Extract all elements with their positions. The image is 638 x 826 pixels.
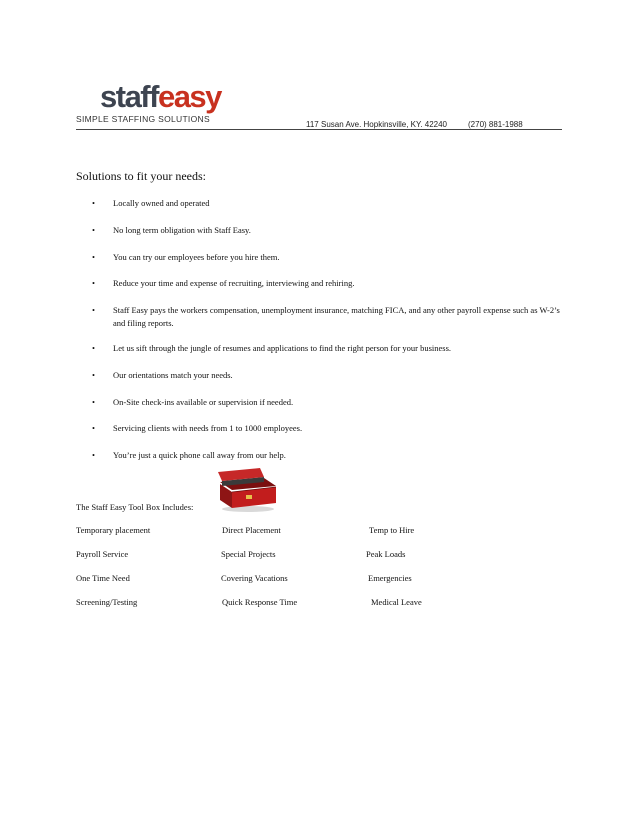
toolbox-item: One Time Need xyxy=(76,573,130,583)
bullet-item: Let us sift through the jungle of resumes and applications to find the right person for your business. xyxy=(113,343,452,353)
bullet-marker: • xyxy=(92,198,95,208)
bullet-marker: • xyxy=(92,423,95,433)
company-phone: (270) 881-1988 xyxy=(468,120,523,129)
bullet-marker: • xyxy=(92,370,95,380)
toolbox-item: Emergencies xyxy=(368,573,412,583)
toolbox-label: The Staff Easy Tool Box Includes: xyxy=(76,502,194,512)
bullet-item: You can try our employees before you hire them. xyxy=(113,252,280,262)
toolbox-icon xyxy=(216,468,278,512)
toolbox-item: Temp to Hire xyxy=(369,525,415,535)
bullet-marker: • xyxy=(92,397,95,407)
bullet-marker: • xyxy=(92,225,95,235)
logo-tagline: SIMPLE STAFFING SOLUTIONS xyxy=(76,114,210,124)
toolbox-item: Covering Vacations xyxy=(221,573,288,583)
bullet-item: Our orientations match your needs. xyxy=(113,370,233,380)
bullet-item: Staff Easy pays the workers compensation, unemployment insurance, matching FICA, and any other payroll expense such as W-2’s and filing reports. xyxy=(113,305,560,328)
bullet-marker: • xyxy=(92,343,95,353)
bullet-item: Locally owned and operated xyxy=(113,198,210,208)
toolbox-item: Temporary placement xyxy=(76,525,151,535)
toolbox-item: Quick Response Time xyxy=(222,597,298,607)
page-heading: Solutions to fit your needs: xyxy=(76,169,206,183)
bullet-marker: • xyxy=(92,305,95,315)
bullet-item: Reduce your time and expense of recruiting, interviewing and rehiring. xyxy=(113,278,355,288)
bullet-item: On-Site check-ins available or supervision if needed. xyxy=(113,397,294,407)
toolbox-item: Peak Loads xyxy=(366,549,406,559)
header-rule xyxy=(76,129,562,130)
logo-wordmark: staffeasy xyxy=(100,79,221,114)
toolbox-item: Screening/Testing xyxy=(76,597,138,607)
bullet-item: You’re just a quick phone call away from our help. xyxy=(113,450,286,460)
company-address: 117 Susan Ave. Hopkinsville, KY. 42240 xyxy=(306,120,447,129)
staffeasy-logo xyxy=(76,79,221,128)
bullet-marker: • xyxy=(92,252,95,262)
bullet-item: Servicing clients with needs from 1 to 1000 employees. xyxy=(113,423,303,433)
bullet-item: No long term obligation with Staff Easy. xyxy=(113,225,251,235)
bullet-marker: • xyxy=(92,450,95,460)
toolbox-item: Medical Leave xyxy=(371,597,422,607)
toolbox-item: Special Projects xyxy=(221,549,276,559)
bullet-marker: • xyxy=(92,278,95,288)
toolbox-item: Direct Placement xyxy=(222,525,281,535)
toolbox-item: Payroll Service xyxy=(76,549,129,559)
